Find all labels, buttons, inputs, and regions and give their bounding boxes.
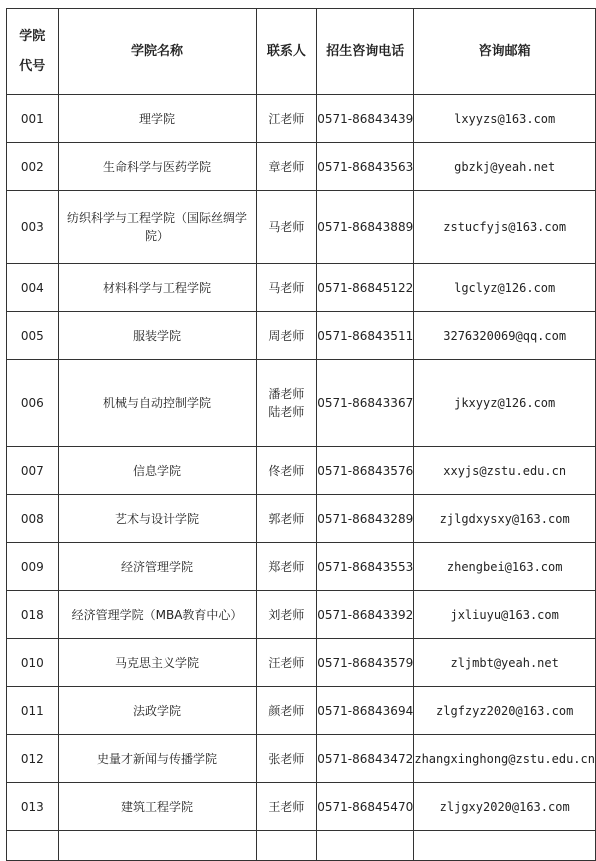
table-body <box>7 95 596 861</box>
college-name-cell: 服装学院 <box>58 312 256 360</box>
admission-phone-cell: 0571-86843511 <box>317 312 414 360</box>
college-name-cell: 信息学院 <box>58 447 256 495</box>
table-row <box>7 639 596 687</box>
consult-email-cell: zstucfyjs@163.com <box>414 191 596 264</box>
contact-person-name: 刘老师 <box>268 607 305 622</box>
consult-email-cell: zljgxy2020@163.com <box>414 783 596 831</box>
consult-email-cell: zlgfzyz2020@163.com <box>414 687 596 735</box>
table-row <box>7 360 596 447</box>
contact-person-name: 王老师 <box>268 799 305 814</box>
college-code-cell: 008 <box>7 495 59 543</box>
table-row <box>7 264 596 312</box>
admission-phone-cell: 0571-86843472 <box>317 735 414 783</box>
consult-email-cell: jkxyyz@126.com <box>414 360 596 447</box>
contact-person-name: 汪老师 <box>268 655 305 670</box>
contact-person-cell <box>256 143 317 191</box>
consult-email-cell: jxliuyu@163.com <box>414 591 596 639</box>
college-name-cell: 经济管理学院 <box>58 543 256 591</box>
college-name-cell: 生命科学与医药学院 <box>58 143 256 191</box>
college-code-cell: 006 <box>7 360 59 447</box>
table-row <box>7 591 596 639</box>
table-row <box>7 143 596 191</box>
contact-person-name: 马老师 <box>268 220 305 234</box>
college-name-cell: 马克思主义学院 <box>58 639 256 687</box>
consult-email-cell: lxyyzs@163.com <box>414 95 596 143</box>
admission-phone-cell: 0571-86843553 <box>317 543 414 591</box>
college-code-cell: 013 <box>7 783 59 831</box>
table-row <box>7 783 596 831</box>
header-college-code <box>7 9 59 95</box>
contact-person-name: 佟老师 <box>268 463 305 478</box>
table-row <box>7 495 596 543</box>
admission-phone-cell: 0571-86843563 <box>317 143 414 191</box>
college-name-cell: 经济管理学院（MBA教育中心） <box>58 591 256 639</box>
contact-person-cell <box>256 639 317 687</box>
contact-person-cell <box>256 543 317 591</box>
header-code-line-1: 学院 <box>19 28 46 44</box>
table-row <box>7 95 596 143</box>
contact-person-cell <box>256 735 317 783</box>
contact-person-cell <box>256 95 317 143</box>
contact-person-name: 潘老师 <box>268 387 305 401</box>
consult-email-cell: zhengbei@163.com <box>414 543 596 591</box>
admission-phone-cell: 0571-86845470 <box>317 783 414 831</box>
contact-person-cell <box>256 687 317 735</box>
admission-phone-cell: 0571-86843392 <box>317 591 414 639</box>
admission-phone-cell: 0571-86843694 <box>317 687 414 735</box>
contact-person-name: 张老师 <box>268 751 305 766</box>
contact-person-name: 周老师 <box>268 328 305 343</box>
admission-phone-cell: 0571-86843889 <box>317 191 414 264</box>
contact-person-name: 章老师 <box>268 159 305 174</box>
contact-person-name: 马老师 <box>268 280 305 295</box>
table-row <box>7 735 596 783</box>
contact-person-cell <box>256 312 317 360</box>
table-row <box>7 191 596 264</box>
college-code-cell: 005 <box>7 312 59 360</box>
header-admission-phone: 招生咨询电话 <box>317 9 414 95</box>
contact-person-cell <box>256 495 317 543</box>
admission-phone-cell: 0571-86843579 <box>317 639 414 687</box>
admission-phone-cell: 0571-86843576 <box>317 447 414 495</box>
college-name-cell: 法政学院 <box>58 687 256 735</box>
table-row <box>7 687 596 735</box>
college-code-cell: 001 <box>7 95 59 143</box>
college-name-cell: 艺术与设计学院 <box>58 495 256 543</box>
table-row <box>7 543 596 591</box>
college-code-cell: 004 <box>7 264 59 312</box>
admission-phone-cell: 0571-86843367 <box>317 360 414 447</box>
college-code-cell: 010 <box>7 639 59 687</box>
college-name-cell: 理学院 <box>58 95 256 143</box>
college-code-cell: 003 <box>7 191 59 264</box>
college-code-cell: 012 <box>7 735 59 783</box>
contact-person-name: 颜老师 <box>268 703 305 718</box>
contact-person-cell <box>256 191 317 264</box>
college-code-cell: 011 <box>7 687 59 735</box>
table-row <box>7 312 596 360</box>
consult-email-cell: 3276320069@qq.com <box>414 312 596 360</box>
college-name-cell: 材料科学与工程学院 <box>58 264 256 312</box>
college-name-cell: 机械与自动控制学院 <box>58 360 256 447</box>
contact-person-name: 江老师 <box>268 111 305 126</box>
consult-email-cell: lgclyz@126.com <box>414 264 596 312</box>
header-consult-email: 咨询邮箱 <box>414 9 596 95</box>
table-header-row <box>7 9 596 95</box>
header-contact-person: 联系人 <box>256 9 317 95</box>
contact-person-cell <box>256 360 317 447</box>
contact-person-name: 郑老师 <box>268 559 305 574</box>
college-code-cell: 007 <box>7 447 59 495</box>
college-code-cell: 018 <box>7 591 59 639</box>
contact-person-name: 陆老师 <box>268 405 305 419</box>
table-row <box>7 447 596 495</box>
contact-person-cell <box>256 591 317 639</box>
consult-email-cell: zjlgdxysxy@163.com <box>414 495 596 543</box>
college-code-cell: 009 <box>7 543 59 591</box>
college-contact-table <box>6 8 596 861</box>
consult-email-cell: xxyjs@zstu.edu.cn <box>414 447 596 495</box>
admission-phone-cell: 0571-86843439 <box>317 95 414 143</box>
contact-person-cell <box>256 264 317 312</box>
college-name-cell: 史量才新闻与传播学院 <box>58 735 256 783</box>
college-name-cell: 纺织科学与工程学院（国际丝绸学院） <box>58 191 256 264</box>
college-code-cell: 002 <box>7 143 59 191</box>
admission-phone-cell: 0571-86843289 <box>317 495 414 543</box>
contact-person-cell <box>256 447 317 495</box>
header-college-name: 学院名称 <box>58 9 256 95</box>
consult-email-cell: zljmbt@yeah.net <box>414 639 596 687</box>
consult-email-cell: zhangxinghong@zstu.edu.cn <box>414 735 596 783</box>
contact-person-cell <box>256 783 317 831</box>
header-code-line-2: 代号 <box>19 58 46 74</box>
contact-person-name: 郭老师 <box>268 511 305 526</box>
admission-phone-cell: 0571-86845122 <box>317 264 414 312</box>
college-name-cell: 建筑工程学院 <box>58 783 256 831</box>
consult-email-cell: gbzkj@yeah.net <box>414 143 596 191</box>
